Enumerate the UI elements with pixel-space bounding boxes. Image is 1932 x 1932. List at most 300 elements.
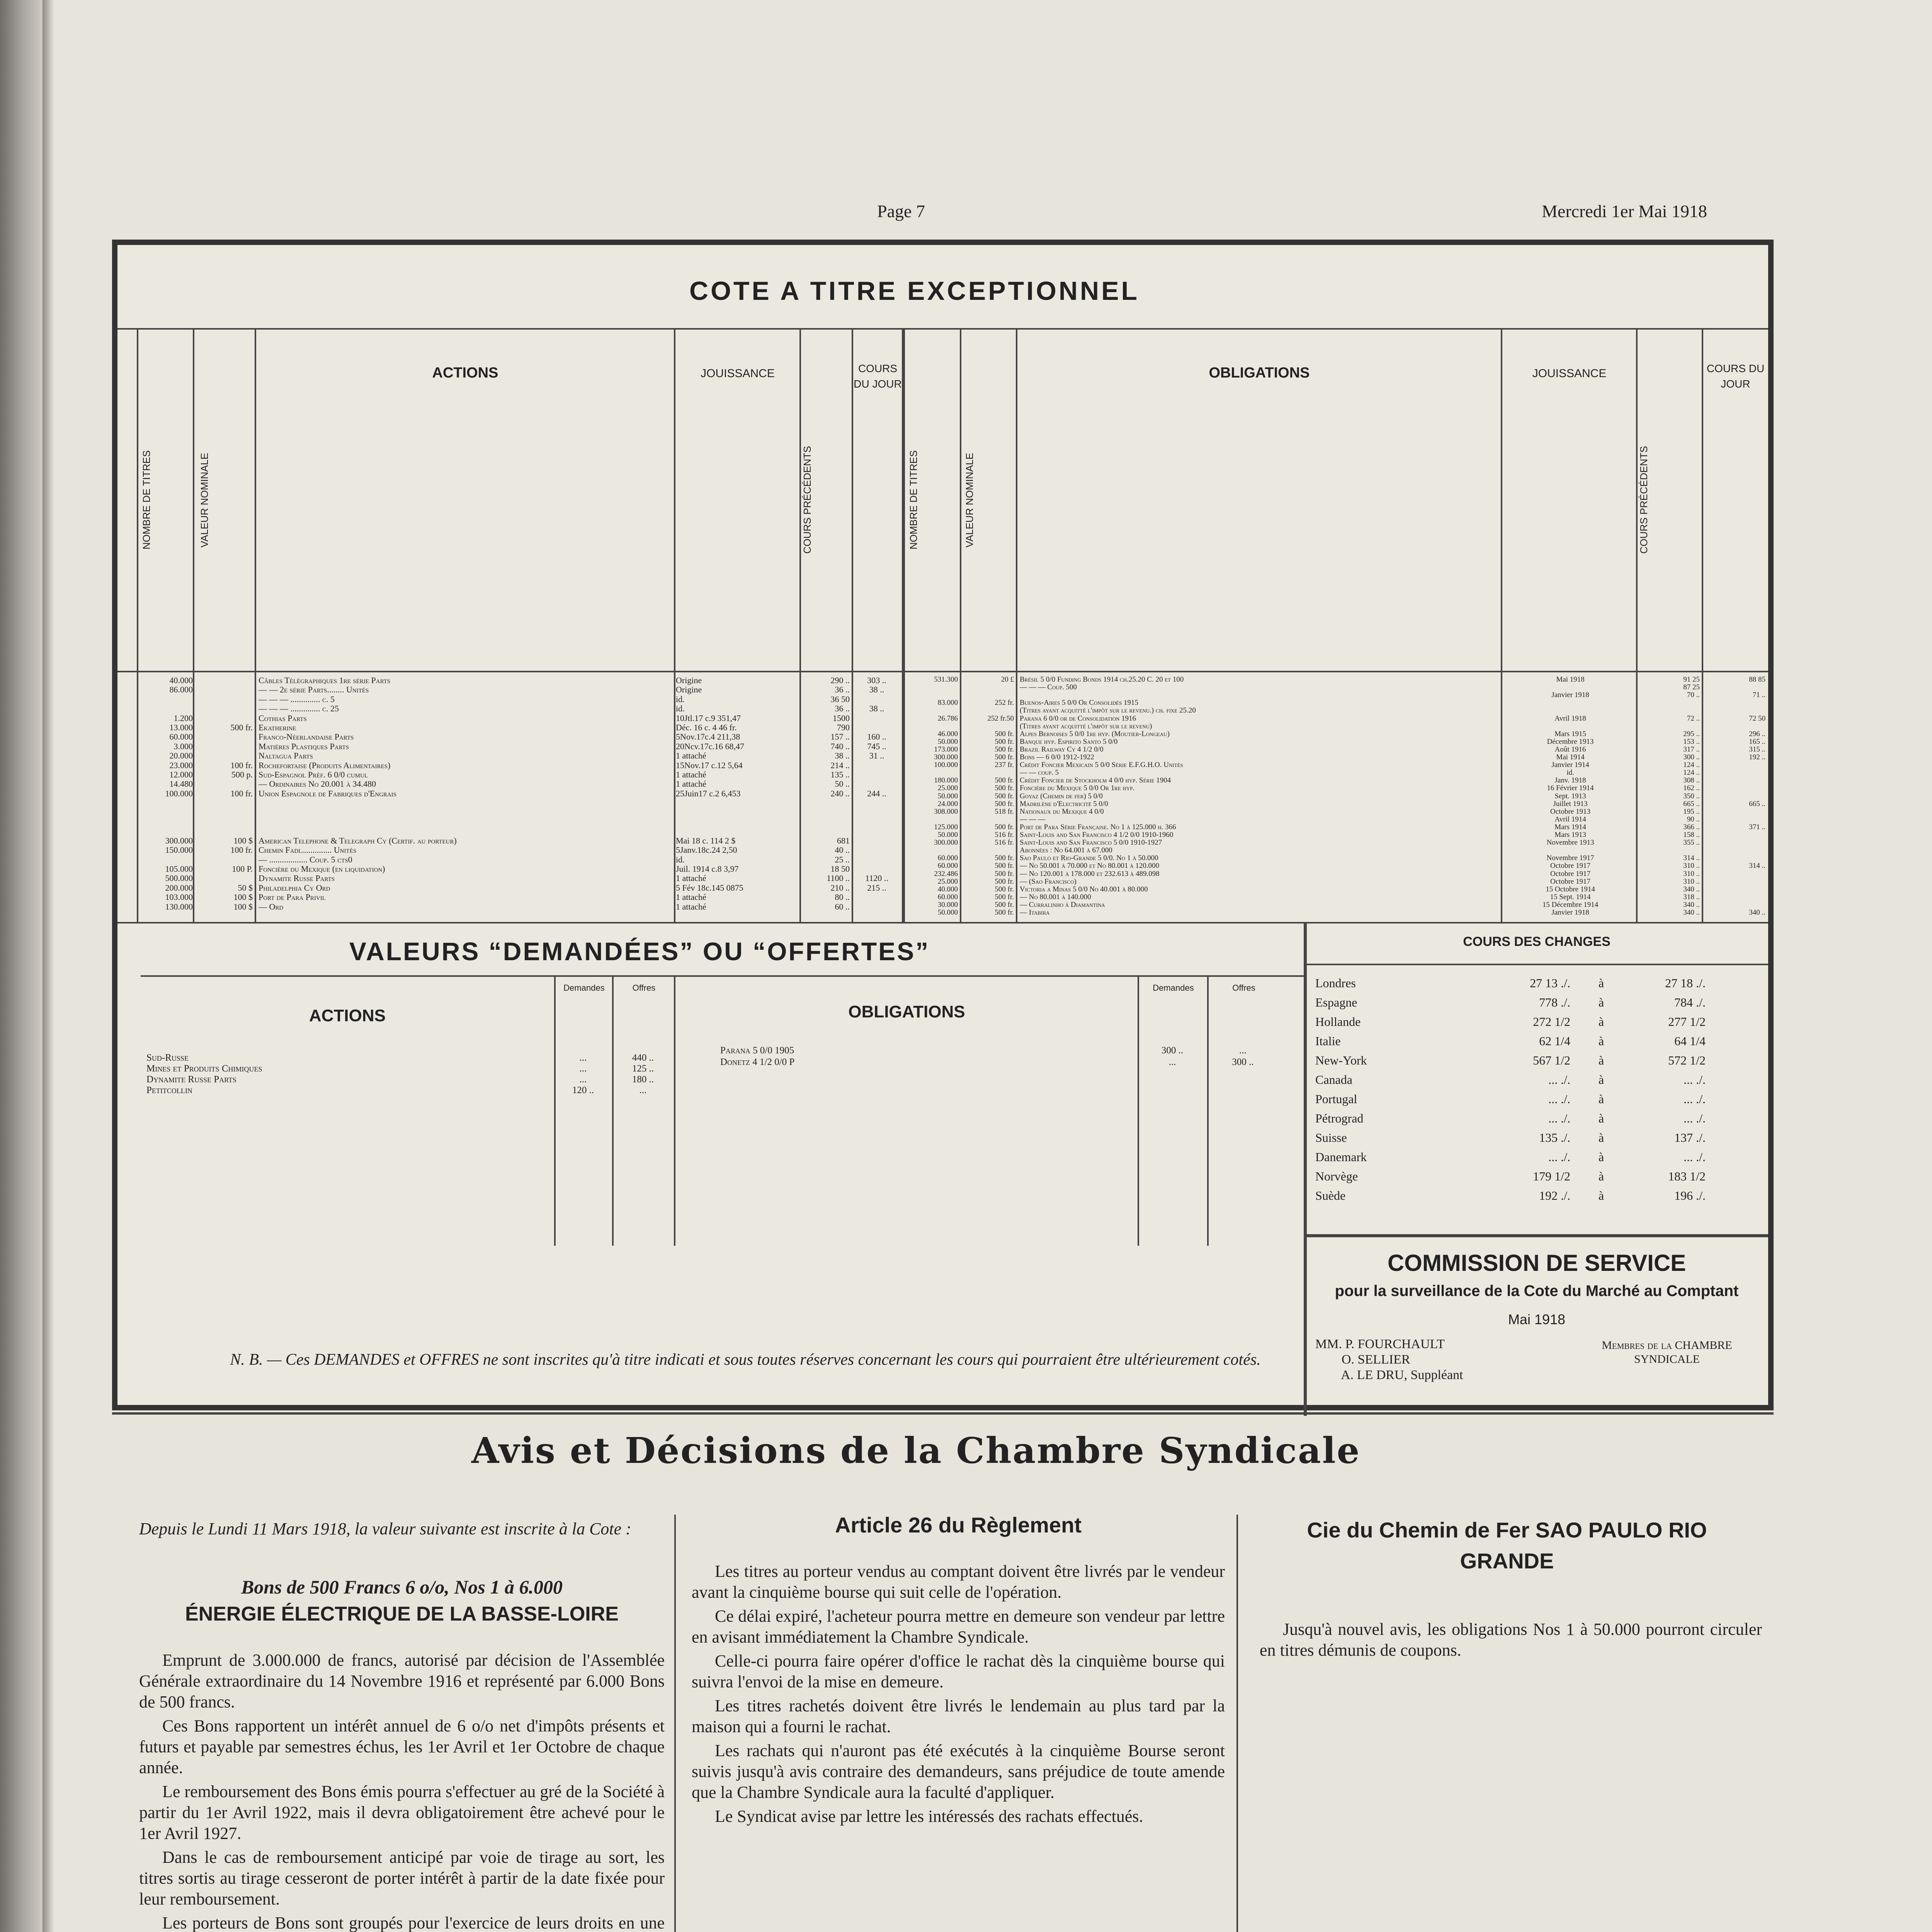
cote-header-bottom-line bbox=[117, 671, 1768, 672]
changes-cell: Portugal bbox=[1315, 1092, 1357, 1106]
cote-oblig-cell bbox=[1640, 707, 1700, 714]
cote-oblig-cell: 16 Février 1914 bbox=[1547, 784, 1594, 793]
col-head-actions: ACTIONS bbox=[432, 365, 498, 381]
cote-actions-cell: 14.480 bbox=[169, 779, 193, 789]
cote-actions-cell bbox=[676, 817, 799, 827]
cote-actions-cell: 1120 .. bbox=[865, 874, 888, 883]
cote-actions-cell: 1 attaché bbox=[676, 902, 706, 912]
cote-oblig-cell: — — — Coup. 500 bbox=[1020, 684, 1077, 692]
valeurs-actions-cell: 440 .. bbox=[632, 1053, 654, 1063]
cote-oblig-cell bbox=[1706, 847, 1765, 854]
changes-cell: à bbox=[1598, 1111, 1604, 1125]
cote-oblig-cell: 60.000 bbox=[937, 893, 958, 901]
cote-oblig-cell bbox=[1706, 886, 1765, 893]
cote-oblig-cell: 24.000 bbox=[937, 800, 958, 808]
cote-actions-cell: Rochefortaise (Produits Alimentaires) bbox=[259, 760, 391, 770]
cote-oblig-cell: 310 .. bbox=[1683, 870, 1700, 878]
cote-actions-cell: 60 .. bbox=[835, 902, 850, 912]
cote-actions-cell: Cothias Parts bbox=[259, 713, 307, 723]
cote-actions-cell bbox=[195, 732, 253, 742]
cote-oblig-cell: id. bbox=[1566, 769, 1574, 777]
cote-actions-cell: Déc. 16 c. 4 46 fr. bbox=[676, 723, 737, 732]
cote-oblig-cell: Janvier 1918 bbox=[1551, 691, 1589, 699]
cote-oblig-cell: 314 .. bbox=[1683, 854, 1700, 862]
page-gutter-shadow bbox=[43, 0, 54, 1932]
cote-oblig-cell: Avril 1914 bbox=[1554, 815, 1586, 823]
cote-oblig-cell: 500 fr. bbox=[995, 901, 1014, 909]
cote-oblig-cell: 500 fr. bbox=[995, 753, 1014, 761]
cote-actions-cell: Câbles Télégraphiques 1re série Parts bbox=[259, 676, 391, 685]
cote-oblig-cell: 296 .. bbox=[1749, 730, 1765, 738]
cote-oblig-cell bbox=[1706, 854, 1765, 862]
cote-oblig-cell: 317 .. bbox=[1683, 745, 1700, 753]
changes-cell: Hollande bbox=[1315, 1015, 1361, 1029]
changes-cell: Norvège bbox=[1315, 1169, 1358, 1183]
cote-oblig-cell: — Curralinho à Diamantina bbox=[1020, 901, 1105, 909]
cote-oblig-cell: 72 50 bbox=[1749, 714, 1765, 723]
cote-actions-cell: 40 .. bbox=[835, 845, 850, 855]
cote-oblig-cell: Saint-Louis and San Francisco 4 1/2 0/0 1910-1960 bbox=[1020, 831, 1173, 839]
avis-col2-p2: Ce délai expiré, l'acheteur pourra mettre en demeure son vendeur par lettre en avisant immédiatement la Chambre Syndicale. bbox=[692, 1607, 1225, 1646]
cote-actions-cell bbox=[854, 695, 900, 704]
cote-actions-cell: 36 .. bbox=[835, 685, 850, 695]
cote-oblig-cell: 40.000 bbox=[937, 885, 958, 893]
changes-cell: Suède bbox=[1315, 1189, 1346, 1202]
valeurs-actions-head: ACTIONS bbox=[309, 1006, 386, 1025]
cote-actions-cell: 20Ncv.17c.16 68,47 bbox=[676, 742, 744, 751]
cote-oblig-cell: 87 25 bbox=[1683, 684, 1700, 692]
cote-oblig-cell: 15 Octobre 1914 bbox=[1546, 885, 1595, 893]
col-head-jouissance-oblig: JOUISSANCE bbox=[1532, 367, 1607, 380]
valeurs-oblig-cell: 300 .. bbox=[1161, 1045, 1184, 1056]
cote-oblig-cell: 165 .. bbox=[1749, 738, 1765, 746]
cote-oblig-cell: 531.300 bbox=[934, 676, 958, 684]
cote-actions-cell: 681 bbox=[837, 836, 850, 845]
cote-oblig-cell: 500 fr. bbox=[995, 800, 1014, 808]
avis-col2-p5: Les rachats qui n'auront pas été exécutés à la cinquième Bourse seront suivis jusqu'à avis contraire des demandeurs, sans préjudice de toute amende que la Chambre Syndicale aura la faculté d'appliquer. bbox=[692, 1741, 1225, 1802]
cote-oblig-cell: Goyaz (Chemin de fer) 5 0/0 bbox=[1020, 792, 1103, 800]
cote-oblig-cell bbox=[908, 847, 958, 854]
changes-cell: 62 1/4 bbox=[1539, 1034, 1570, 1048]
cote-actions-cell: 15Nov.17 c.12 5,64 bbox=[676, 760, 743, 770]
cote-actions-cell: 500 fr. bbox=[230, 723, 253, 732]
cote-oblig-cell: — No 50.001 à 70.000 et No 80.001 à 120.000 bbox=[1020, 862, 1160, 870]
cote-oblig-cell bbox=[1706, 901, 1765, 909]
cote-actions-cell: 10Jtl.17 c.9 351,47 bbox=[676, 713, 741, 723]
changes-cell: 135 ./. bbox=[1539, 1131, 1570, 1145]
changes-cell: New-York bbox=[1315, 1053, 1367, 1067]
valeurs-actions-cell: ... bbox=[579, 1063, 587, 1074]
col-head-jouissance: JOUISSANCE bbox=[701, 367, 775, 380]
cote-actions-cell bbox=[195, 827, 253, 836]
cote-oblig-cell bbox=[962, 769, 1014, 777]
valeurs-oblig-cell: 300 .. bbox=[1232, 1057, 1254, 1067]
changes-cell: à bbox=[1598, 1092, 1604, 1106]
cote-oblig-cell bbox=[962, 723, 1014, 730]
cote-oblig-cell: — — — bbox=[1020, 815, 1046, 823]
cote-oblig-cell: 158 .. bbox=[1683, 831, 1700, 839]
cote-oblig-cell: Octobre 1917 bbox=[1550, 878, 1590, 886]
cote-oblig-cell bbox=[1505, 699, 1636, 707]
cote-actions-cell: 3.000 bbox=[173, 742, 193, 751]
cote-actions-cell: Union Espagnole de Fabriques d'Engrais bbox=[259, 789, 397, 798]
cote-actions-cell: 790 bbox=[837, 723, 850, 732]
col-line bbox=[612, 975, 614, 1246]
col-head-cours-prec: COURS PRÉCÉDENTS bbox=[801, 446, 813, 554]
changes-cell: Danemark bbox=[1315, 1150, 1367, 1164]
valeurs-actions-cell: ... bbox=[579, 1053, 587, 1063]
cote-actions-cell bbox=[195, 874, 253, 883]
valeurs-oblig-cell: Parana 5 0/0 1905 bbox=[720, 1045, 794, 1056]
cote-actions-cell: 5Janv.18c.24 2,50 bbox=[676, 845, 737, 855]
cote-actions-cell bbox=[195, 817, 253, 827]
changes-cell: 183 1/2 bbox=[1668, 1169, 1706, 1183]
cote-oblig-cell: 310 .. bbox=[1683, 862, 1700, 870]
cote-oblig-cell bbox=[1020, 691, 1499, 699]
changes-cell: à bbox=[1598, 1169, 1604, 1183]
cote-oblig-cell: 500 fr. bbox=[995, 870, 1014, 878]
cote-actions-cell: Naltagua Parts bbox=[259, 751, 313, 761]
cote-oblig-cell: — Itabira bbox=[1020, 909, 1050, 917]
cote-oblig-cell: 91 25 bbox=[1683, 676, 1700, 684]
cote-oblig-cell: Alpes Bernoises 5 0/0 1re hyp. (Moutier-Longeau) bbox=[1020, 730, 1170, 738]
cote-actions-cell bbox=[854, 845, 900, 855]
cote-oblig-cell: 26.786 bbox=[937, 714, 958, 723]
cote-actions-cell bbox=[854, 723, 900, 732]
col-line bbox=[799, 328, 801, 922]
avis-col1-p4: Dans le cas de remboursement anticipé par voie de tirage au sort, les titres sortis au tirage cesseront de porter intérêt à partir de la date fixée pour leur remboursement. bbox=[139, 1848, 665, 1908]
col-head-cours-jour: COURS DU JOUR bbox=[854, 362, 902, 390]
cote-header-top-line bbox=[117, 328, 1768, 330]
cote-oblig-cell: 70 .. bbox=[1687, 691, 1700, 699]
col-head-cours-prec-oblig: COURS PRÉCÉDENTS bbox=[1638, 446, 1650, 554]
changes-cell: Espagne bbox=[1315, 995, 1357, 1009]
changes-cell: Suisse bbox=[1315, 1131, 1347, 1145]
cote-oblig-cell: Victoria a Minas 5 0/0 No 40.001 à 80.000 bbox=[1020, 885, 1148, 893]
cote-actions-cell: 100 P. bbox=[232, 864, 253, 874]
cote-oblig-cell: 340 .. bbox=[1749, 909, 1765, 917]
cote-oblig-cell bbox=[1706, 777, 1765, 784]
cote-oblig-cell bbox=[1640, 723, 1700, 730]
changes-cell: ... ./. bbox=[1684, 1150, 1706, 1164]
cote-oblig-cell bbox=[962, 816, 1014, 823]
cote-actions-cell: 1.200 bbox=[173, 713, 193, 723]
cote-oblig-cell bbox=[1640, 847, 1700, 854]
cote-actions-cell bbox=[139, 817, 193, 827]
cote-actions-cell: 100 fr. bbox=[230, 789, 253, 798]
changes-cell: 27 18 ./. bbox=[1665, 976, 1706, 990]
cote-actions-cell: 1500 bbox=[833, 713, 850, 723]
cote-oblig-cell: Port de Para Série Française. No 1 à 125.000 h. 366 bbox=[1020, 823, 1176, 831]
cote-actions-cell bbox=[139, 798, 193, 808]
cote-actions-cell bbox=[854, 798, 900, 808]
cote-oblig-cell: Novembre 1913 bbox=[1546, 839, 1594, 847]
cote-oblig-cell: 500 fr. bbox=[995, 823, 1014, 831]
changes-cell: 572 1/2 bbox=[1668, 1053, 1706, 1067]
cote-oblig-cell: 252 fr.50 bbox=[987, 714, 1014, 723]
col-head-nombre: NOMBRE DE TITRES bbox=[141, 450, 152, 550]
cote-actions-cell: 36 50 bbox=[830, 694, 850, 704]
changes-cell: 137 ./. bbox=[1674, 1131, 1706, 1145]
cote-oblig-cell: 25.000 bbox=[937, 784, 958, 793]
cote-actions-cell bbox=[139, 808, 193, 817]
cote-oblig-cell bbox=[908, 723, 958, 730]
cote-actions-cell: 1 attaché bbox=[676, 893, 706, 902]
cote-actions-cell: Sud-Espagnol Préf. 6 0/0 cumul bbox=[259, 770, 368, 779]
cote-actions-cell: 36 .. bbox=[835, 704, 850, 714]
avis-col1-p2: Ces Bons rapportent un intérêt annuel de 6 o/o net d'impôts présents et futurs et payable par semestres échus, les 1er Avril et 1er Octobre de chaque année. bbox=[139, 1716, 665, 1777]
cote-oblig-cell: 192 .. bbox=[1749, 753, 1765, 761]
cote-actions-cell: 100.000 bbox=[165, 789, 193, 798]
cote-oblig-cell: Mai 1918 bbox=[1556, 676, 1585, 684]
valeurs-oblig-cell: ... bbox=[1239, 1045, 1247, 1056]
cote-actions-cell: — .................. Coup. 5 cts0 bbox=[259, 855, 352, 864]
col-line bbox=[852, 328, 853, 922]
avis-col2-p6: Le Syndicat avise par lettre les intéressés des rachats effectués. bbox=[715, 1807, 1143, 1826]
cote-actions-cell: id. bbox=[676, 704, 685, 714]
cote-oblig-cell: 500 fr. bbox=[995, 854, 1014, 862]
cote-actions-cell: — — — .............. c. 25 bbox=[259, 704, 339, 714]
cote-oblig-cell: 72 .. bbox=[1687, 714, 1700, 723]
cote-oblig-cell: — — coup. 5 bbox=[1020, 769, 1059, 777]
cote-oblig-cell bbox=[1505, 847, 1636, 854]
cote-oblig-cell: Janv. 1918 bbox=[1554, 777, 1586, 785]
valeurs-top-line bbox=[141, 975, 1304, 977]
cote-oblig-cell: 355 .. bbox=[1683, 839, 1700, 847]
cote-oblig-cell bbox=[1706, 723, 1765, 730]
changes-cell: à bbox=[1598, 1034, 1604, 1048]
col-line bbox=[1207, 975, 1209, 1246]
cote-actions-cell: 300.000 bbox=[165, 836, 193, 845]
cote-oblig-cell: Crédit Foncier Mexicain 5 0/0 Série E.F.G.H.O. Unités bbox=[1020, 761, 1183, 769]
changes-cell: Pétrograd bbox=[1315, 1111, 1364, 1125]
cote-actions-cell bbox=[801, 808, 850, 817]
changes-cell: 64 1/4 bbox=[1674, 1034, 1706, 1048]
cote-actions-cell: 60.000 bbox=[169, 732, 193, 742]
cote-actions-cell: Foncière du Mexique (en liquidation) bbox=[259, 864, 385, 874]
cote-actions-cell bbox=[676, 808, 799, 817]
cote-actions-cell: 13.000 bbox=[169, 723, 193, 732]
avis-col2-body bbox=[692, 1561, 1225, 1830]
cote-actions-cell bbox=[801, 817, 850, 827]
cote-actions-cell: 23.000 bbox=[169, 760, 193, 770]
cote-actions-cell: 100 $ bbox=[233, 836, 253, 845]
cote-actions-cell bbox=[854, 770, 900, 779]
cote-oblig-cell: Mars 1913 bbox=[1554, 831, 1586, 839]
cote-actions-cell bbox=[854, 864, 900, 874]
changes-cell: 27 13 ./. bbox=[1530, 976, 1570, 990]
commission-title: COMMISSION DE SERVICE bbox=[1387, 1250, 1686, 1276]
cote-oblig-cell: 500 fr. bbox=[995, 745, 1014, 753]
cote-actions-cell: Ekatherine bbox=[259, 723, 296, 732]
avis-col1-company: ÉNERGIE ÉLECTRIQUE DE LA BASSE-LOIRE bbox=[185, 1603, 619, 1625]
cote-oblig-cell: 125.000 bbox=[934, 823, 958, 831]
cote-oblig-cell: 20 £ bbox=[1001, 676, 1014, 684]
cote-actions-cell bbox=[195, 676, 253, 685]
cote-oblig-cell: Madrilène d'Electricité 5 0/0 bbox=[1020, 800, 1108, 808]
avis-col1-intro: Depuis le Lundi 11 Mars 1918, la valeur suivante est inscrite à la Cote : bbox=[139, 1519, 631, 1538]
changes-cell: Londres bbox=[1315, 976, 1356, 990]
cote-actions-cell: 5 Fév 18c.145 0875 bbox=[676, 883, 743, 893]
valeurs-oblig-cell: Donetz 4 1/2 0/0 P bbox=[720, 1057, 795, 1067]
cote-actions-cell: 157 .. bbox=[830, 732, 850, 742]
valeurs-actions-cell: ... bbox=[579, 1074, 587, 1085]
cote-actions-cell: 244 .. bbox=[867, 789, 886, 798]
cote-actions-cell: id. bbox=[676, 855, 685, 864]
cote-actions-cell bbox=[854, 817, 900, 827]
avis-col1-body bbox=[139, 1650, 665, 1932]
cote-actions-cell: 100 $ bbox=[233, 893, 253, 902]
valeurs-demandes-head-oblig: Demandes bbox=[1153, 983, 1194, 993]
col-line bbox=[1636, 328, 1638, 922]
changes-cell: 277 1/2 bbox=[1668, 1015, 1706, 1029]
cote-actions-cell bbox=[801, 827, 850, 836]
cote-actions-cell bbox=[259, 827, 672, 836]
cote-oblig-cell: 30.000 bbox=[937, 901, 958, 909]
commission-role: Membres de la CHAMBRE SYNDICALE bbox=[1602, 1339, 1732, 1366]
cote-oblig-cell bbox=[908, 707, 958, 714]
commission-members: MM. P. FOURCHAULT O. SELLIER A. LE DRU, Suppléant bbox=[1315, 1337, 1463, 1382]
col-line bbox=[902, 328, 905, 922]
cote-actions-cell: 38 .. bbox=[835, 751, 850, 761]
cote-oblig-cell: 71 .. bbox=[1752, 691, 1765, 699]
cote-title: COTE A TITRE EXCEPTIONNEL bbox=[689, 276, 1140, 306]
cote-oblig-cell: 516 fr. bbox=[995, 839, 1014, 847]
cote-oblig-cell: 500 fr. bbox=[995, 885, 1014, 893]
cote-oblig-cell: 314 .. bbox=[1749, 862, 1765, 870]
cote-actions-cell: 25Juin17 c.2 6,453 bbox=[676, 789, 741, 798]
cote-oblig-cell: 50.000 bbox=[937, 792, 958, 800]
valeurs-title: VALEURS “DEMANDÉES” OU “OFFERTES” bbox=[349, 937, 930, 966]
valeurs-actions-cell: Petitcollin bbox=[146, 1085, 192, 1095]
changes-cell: à bbox=[1598, 1015, 1604, 1029]
left-page-edge bbox=[0, 0, 43, 1932]
cote-oblig-cell: 50.000 bbox=[937, 909, 958, 917]
cote-oblig-cell: 340 .. bbox=[1683, 901, 1700, 909]
cote-oblig-cell: 232.486 bbox=[934, 870, 958, 878]
cote-actions-cell: 50 $ bbox=[238, 883, 253, 893]
cote-actions-cell bbox=[195, 808, 253, 817]
cote-oblig-cell: 173.000 bbox=[934, 745, 958, 753]
cote-actions-cell: 5Nov.17c.4 211,38 bbox=[676, 732, 740, 742]
changes-cell: Canada bbox=[1315, 1073, 1352, 1087]
cote-oblig-cell: 60.000 bbox=[937, 862, 958, 870]
cote-oblig-cell: (Titres ayant acquitté l'impôt sur le revenu) bbox=[1020, 722, 1152, 730]
cote-actions-cell bbox=[676, 827, 799, 836]
cote-actions-cell: — — 2e série Parts........ Unités bbox=[259, 685, 369, 695]
valeurs-demandes-head: Demandes bbox=[563, 983, 605, 993]
cote-actions-cell: 200.000 bbox=[165, 883, 193, 893]
cote-actions-cell bbox=[195, 855, 253, 864]
changes-cell: 192 ./. bbox=[1539, 1189, 1570, 1202]
cote-actions-cell: — Ordinaires No 20.001 à 34.480 bbox=[259, 779, 376, 789]
cote-oblig-cell: Crédit Foncier de Stockholm 4 0/0 hyp. Série 1904 bbox=[1020, 777, 1171, 785]
avis-col3-p1: Jusqu'à nouvel avis, les obligations Nos 1 à 50.000 pourront circuler en titres démunis de coupons. bbox=[1260, 1620, 1762, 1660]
cote-oblig-cell: 100.000 bbox=[934, 761, 958, 769]
cote-actions-cell: Juil. 1914 c.8 3,97 bbox=[676, 864, 739, 874]
cote-actions-cell bbox=[259, 817, 672, 827]
cote-oblig-cell bbox=[962, 691, 1014, 699]
cote-actions-cell: 100 $ bbox=[233, 902, 253, 912]
cote-oblig-cell: 46.000 bbox=[937, 730, 958, 738]
cote-oblig-cell: Parana 6 0/0 or de Consolidation 1916 bbox=[1020, 714, 1136, 723]
col-line bbox=[554, 975, 556, 1246]
cote-oblig-cell: Octobre 1917 bbox=[1550, 862, 1590, 870]
cote-oblig-cell bbox=[1706, 893, 1765, 901]
cote-actions-cell: 210 .. bbox=[830, 883, 850, 893]
avis-col1-bons: Bons de 500 Francs 6 o/o, Nos 1 à 6.000 bbox=[241, 1576, 563, 1598]
avis-col3-title: Cie du Chemin de Fer SAO PAULO RIO GRANDE bbox=[1307, 1518, 1707, 1573]
cote-oblig-cell: Avril 1918 bbox=[1554, 714, 1586, 723]
cote-oblig-cell: Buenos-Aires 5 0/0 Or Consolidés 1915 bbox=[1020, 699, 1139, 707]
cote-actions-cell bbox=[854, 836, 900, 845]
cote-oblig-cell: 500 fr. bbox=[995, 909, 1014, 917]
changes-cell: ... ./. bbox=[1548, 1150, 1570, 1164]
cote-oblig-cell: 500 fr. bbox=[995, 784, 1014, 793]
col-line bbox=[674, 328, 675, 922]
cote-actions-cell: Franco-Néerlandaise Parts bbox=[259, 732, 354, 742]
cote-actions-cell: Dynamite Russe Parts bbox=[259, 874, 335, 883]
cote-actions-cell bbox=[854, 893, 900, 902]
cote-oblig-cell: 50.000 bbox=[937, 738, 958, 746]
cote-oblig-cell: 340 .. bbox=[1683, 885, 1700, 893]
cote-oblig-cell: Abonnées : No 64.001 à 67.000 bbox=[1020, 847, 1112, 855]
changes-cell: ... ./. bbox=[1684, 1092, 1706, 1106]
avis-col2-p1: Les titres au porteur vendus au comptant doivent être livrés par le vendeur avant la cinquième bourse qui suit celle de l'opération. bbox=[692, 1562, 1225, 1602]
cote-oblig-cell: 500 fr. bbox=[995, 730, 1014, 738]
cote-oblig-cell: 300.000 bbox=[934, 839, 958, 847]
col-head-obligations: OBLIGATIONS bbox=[1209, 365, 1310, 381]
cote-oblig-cell: 308.000 bbox=[934, 808, 958, 816]
cote-oblig-cell: 83.000 bbox=[937, 699, 958, 707]
cote-actions-cell bbox=[195, 685, 253, 694]
col-line bbox=[960, 328, 961, 922]
valeurs-actions-cell: 120 .. bbox=[572, 1085, 594, 1095]
cote-actions-cell bbox=[259, 808, 672, 817]
cote-oblig-cell bbox=[1706, 784, 1765, 792]
cote-actions-cell: 100 fr. bbox=[230, 760, 253, 770]
cote-oblig-cell: 180.000 bbox=[934, 777, 958, 785]
cote-oblig-cell: Brésil 5 0/0 Funding Bonds 1914 ch.25.20 C. 20 et 100 bbox=[1020, 676, 1184, 684]
changes-cell: 196 ./. bbox=[1674, 1189, 1706, 1202]
cote-oblig-cell: 124 .. bbox=[1683, 769, 1700, 777]
cote-actions-cell bbox=[139, 695, 193, 704]
cote-oblig-cell: 665 .. bbox=[1749, 800, 1765, 808]
cote-actions-cell: Chemin Fadl.............. Unités bbox=[259, 845, 357, 855]
cote-oblig-cell: 665 .. bbox=[1683, 800, 1700, 808]
cote-oblig-cell bbox=[1706, 831, 1765, 839]
cote-oblig-cell: 310 .. bbox=[1683, 878, 1700, 886]
cote-actions-cell: 105.000 bbox=[165, 864, 193, 874]
cote-actions-cell bbox=[854, 827, 900, 836]
cote-actions-cell: 740 .. bbox=[830, 742, 850, 751]
changes-cell: ... ./. bbox=[1548, 1092, 1570, 1106]
changes-cell: 778 ./. bbox=[1539, 995, 1570, 1009]
valeurs-actions-cell: Mines et Produits Chimiques bbox=[146, 1063, 262, 1074]
cote-oblig-cell: Sept. 1913 bbox=[1554, 792, 1586, 800]
changes-cell: ... ./. bbox=[1684, 1073, 1706, 1087]
cote-actions-cell bbox=[195, 798, 253, 808]
cote-actions-cell: 38 .. bbox=[869, 704, 884, 714]
avis-top-rule bbox=[112, 1412, 1774, 1415]
cote-oblig-cell bbox=[1706, 870, 1765, 878]
page-number: Page 7 bbox=[877, 201, 925, 221]
cote-oblig-cell: Août 1916 bbox=[1554, 745, 1586, 753]
cote-oblig-cell: Banque hyp. Espirito Santo 5 0/0 bbox=[1020, 738, 1118, 746]
avis-col-rule-1 bbox=[674, 1515, 676, 1932]
changes-cell: Italie bbox=[1315, 1034, 1341, 1048]
cote-oblig-cell: Saint-Louis and San Francisco 5 0/0 1910-1927 bbox=[1020, 839, 1162, 847]
